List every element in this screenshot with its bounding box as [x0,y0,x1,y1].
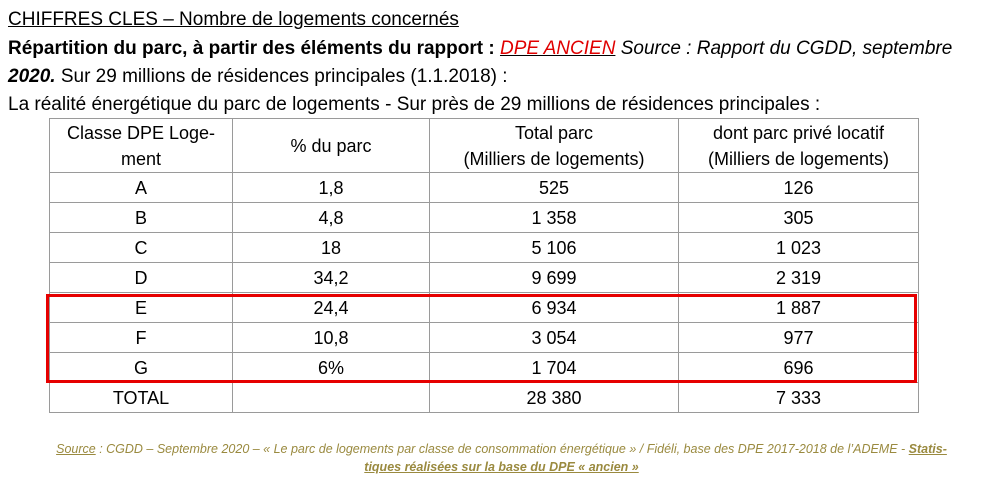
cell-total: 5 106 [430,233,679,263]
col-header-text: (Milliers de logements) [463,148,645,169]
cell-percent: 24,4 [233,293,430,323]
cell-class: C [50,233,233,263]
energy-reality-line: La réalité énergétique du parc de logements - Sur près de 29 millions de résidences principales : [8,94,821,115]
cell-class: A [50,173,233,203]
cell-percent: 1,8 [233,173,430,203]
cell-total: 28 380 [430,383,679,413]
table-row-a [50,173,919,203]
col-header-text: (Milliers de logements) [707,148,890,169]
footer-line-1 [0,440,1003,458]
cell-private: 696 [679,353,919,383]
cell-private: 977 [679,323,919,353]
cell-total: 525 [430,173,679,203]
col-header-total [430,119,679,173]
cell-class: F [50,323,233,353]
footer-source-label: Source [56,442,96,456]
cell-total: 1 704 [430,353,679,383]
cell-total: 6 934 [430,293,679,323]
table-row-f [50,323,919,353]
col-header-percent [233,119,430,173]
footer-text: : CGDD – Septembre 2020 – « Le parc de logements par classe de consommation énergétique » / Fidéli, base des DPE 2017-2018 de l’ADEME - [95,442,909,456]
cell-percent [233,383,430,413]
cell-total: 1 358 [430,203,679,233]
source-label: Source : Rapport du CGDD, septembre [615,38,953,59]
cell-private: 7 333 [679,383,919,413]
dpe-table [49,118,919,413]
cell-percent: 10,8 [233,323,430,353]
cell-percent: 18 [233,233,430,263]
cell-class: E [50,293,233,323]
footer-link-part2[interactable]: tiques réalisées sur la base du DPE « ancien » [364,460,639,474]
cell-private: 305 [679,203,919,233]
cell-private: 1 023 [679,233,919,263]
source-year: 2020. [8,66,56,87]
breakdown-label: Répartition du parc, à partir des éléments du rapport : [8,38,500,59]
footer-link-part1[interactable]: Statis- [908,442,947,456]
col-header-text: ment [120,148,162,169]
cell-percent: 34,2 [233,263,430,293]
cell-percent: 4,8 [233,203,430,233]
cell-private: 126 [679,173,919,203]
residences-line [8,65,508,89]
heading [8,8,459,32]
dpe-ancien-label: DPE ANCIEN [499,38,616,59]
cell-total: 9 699 [430,263,679,293]
cell-private: 1 887 [679,293,919,323]
col-header-text: Classe DPE Loge- [66,122,216,143]
table-body [50,173,919,413]
residences-text: Sur 29 millions de résidences principales (1.1.2018) : [55,66,508,87]
cell-class: D [50,263,233,293]
cell-class: G [50,353,233,383]
heading-text: CHIFFRES CLES – Nombre de logements concernés [8,9,459,30]
cell-percent: 6% [233,353,430,383]
cell-private: 2 319 [679,263,919,293]
breakdown-line [8,37,952,61]
cell-total-label: TOTAL [50,383,233,413]
table-header-row [50,119,919,173]
table-row-e [50,293,919,323]
col-header-text: dont parc privé locatif [712,122,885,143]
col-header-class [50,119,233,173]
cell-total: 3 054 [430,323,679,353]
cell-class: B [50,203,233,233]
col-header-text: % du parc [290,135,372,156]
col-header-text: Total parc [514,122,594,143]
table-row-total [50,383,919,413]
table-row-g [50,353,919,383]
table-row-d [50,263,919,293]
footer-line-2 [0,458,1003,476]
table-row-c [50,233,919,263]
col-header-private [679,119,919,173]
table-row-b [50,203,919,233]
